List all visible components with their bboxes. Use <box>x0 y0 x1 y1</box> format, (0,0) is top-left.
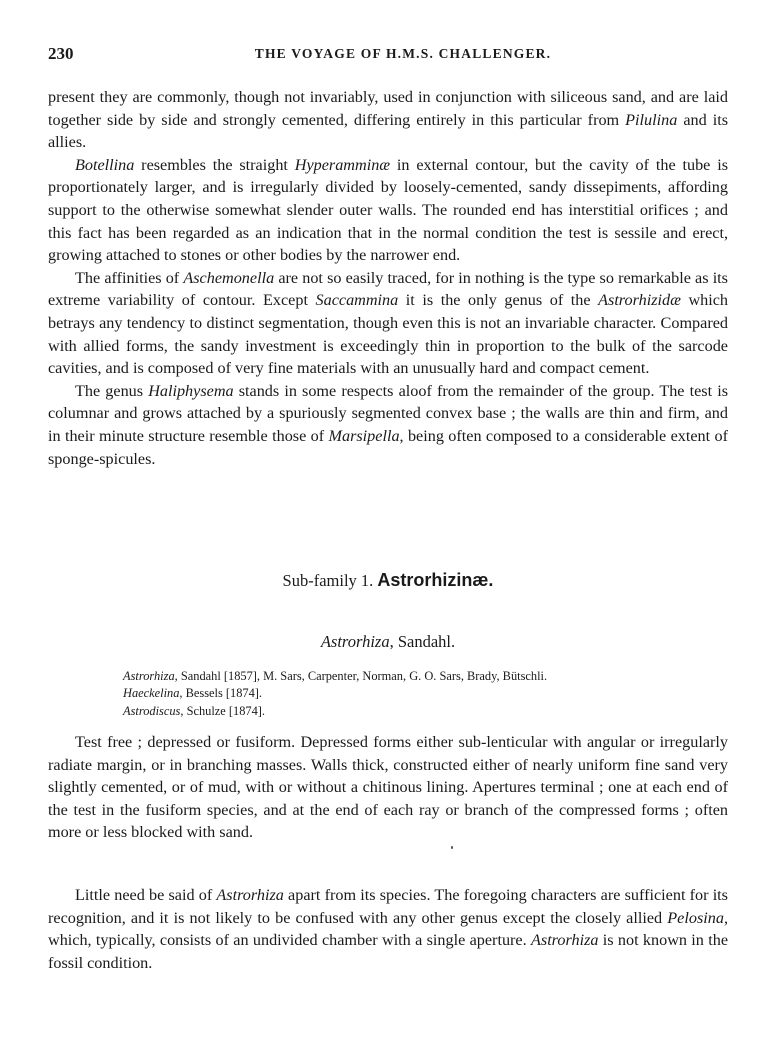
para3-text-3: it is the only genus of the <box>398 291 599 310</box>
synonym-citation: , Bessels [1874]. <box>179 686 263 701</box>
genus-author: , Sandahl. <box>389 632 456 651</box>
para2-text-1: resembles the straight <box>134 155 295 174</box>
para2-text-2: in external contour, but the cavity of the tube is proportionately larger, and is irregularly divided by loosely-cemented, sandy dissepiments, affording support to the otherwise somewhat slender outer walls. The rounded end has interstitial orifices ; and this fact has been regarded as an indication that in the normal condition the test is sessile and erect, growing attached to stones or other bodies by the narrower end. <box>48 155 728 265</box>
genus-name: Astrorhiza <box>320 632 390 651</box>
para6-text-3: , which, typically, consists of an undivided chamber with a single aperture. <box>48 908 728 950</box>
intro-text-block <box>48 86 728 470</box>
para6-genus-astrorhiza: Astrorhiza <box>216 886 284 904</box>
para4-text-2: stands in some respects aloof from the remainder of the group. The test is columnar and grows attached by a spuriously segmented convex base ; the walls are thin and firm, and in their minute structure resemble those of <box>48 381 729 445</box>
paragraph-aschemonella <box>48 267 728 380</box>
para6-text-4: is not known in the fossil condition. <box>48 931 728 972</box>
para3-text-4: which betrays any tendency to distinct segmentation, though even this is not an invariable character. Compared with allied forms, the sandy investment is exceedingly thin in proportion to the bulk of the sarcode cavities, and is composed of very fine materials with an unusually hard and compact cement. <box>48 291 729 378</box>
para1-text-end: and its allies. <box>48 110 729 152</box>
para1-text: present they are commonly, though not invariably, used in conjunction with siliceous sand, and are laid together side by side and strongly cemented, differing entirely in this particular from <box>48 88 728 129</box>
para4-text-1: The genus <box>75 381 149 400</box>
para2-genus-hyperamminae: Hyperamminæ <box>294 155 391 174</box>
para1-genus-pilulina: Pilulina <box>625 110 678 129</box>
paragraph-remarks <box>48 884 728 974</box>
synonymy-entry <box>123 668 723 685</box>
paragraph-continued <box>48 86 728 154</box>
running-head <box>48 44 728 68</box>
synonym-citation: , Schulze [1874]. <box>180 703 266 718</box>
genus-heading <box>48 632 728 652</box>
para3-text-1: The affinities of <box>75 268 184 287</box>
print-speck <box>451 846 453 849</box>
synonymy-list <box>123 668 723 720</box>
remarks-text-block <box>48 884 728 974</box>
para2-genus-botellina: Botellina <box>75 155 135 174</box>
para3-genus-aschemonella: Aschemonella <box>183 268 275 287</box>
subfamily-prefix: Sub-family 1. <box>282 571 378 590</box>
para6-text-1: Little need be said of <box>75 886 217 904</box>
page-number: 230 <box>48 44 74 63</box>
para4-genus-haliphysema: Haliphysema <box>148 381 234 400</box>
para4-genus-marsipella: Marsipella <box>328 426 400 445</box>
para3-genus-saccammina: Saccammina <box>315 291 399 310</box>
synonym-name: Astrorhiza <box>123 669 175 683</box>
synonymy-entry <box>123 703 723 720</box>
para6-text-2: apart from its species. The foregoing characters are sufficient for its recognition, and it is not likely to be confused with any other genus except the closely allied <box>48 886 728 927</box>
subfamily-name: Astrorhizinæ. <box>377 570 494 590</box>
para6-genus-pelosina: Pelosina <box>667 908 724 927</box>
synonym-name: Haeckelina <box>123 686 180 701</box>
synonymy-entry <box>123 685 723 702</box>
running-title: THE VOYAGE OF H.M.S. CHALLENGER. <box>254 46 552 61</box>
subfamily-heading <box>48 570 728 591</box>
para6-genus-astrorhiza-2: Astrorhiza <box>531 931 599 950</box>
synonym-citation: , Sandahl [1857], M. Sars, Carpenter, Norman, G. O. Sars, Brady, Bütschli. <box>174 669 548 683</box>
description-text-block <box>48 731 728 844</box>
para5-text: Test free ; depressed or fusiform. Depressed forms either sub-lenticular with angular or irregularly radiate margin, or in branching masses. Walls thick, constructed either of nearly uniform fine sand very slightly cemented, or of mud, with or without a chitinous lining. Apertures terminal ; one at each end of the test in the fusiform species, and at the end of each ray or branch of the compressed forms ; often more or less blocked with sand. <box>48 733 728 842</box>
para3-text-2: are not so easily traced, for in nothing is the type so remarkable as its extreme variability of contour. Except <box>48 268 728 310</box>
paragraph-haliphysema <box>48 380 728 470</box>
para3-family-astrorhizidae: Astrorhizidæ <box>598 291 681 310</box>
synonym-name: Astrodiscus <box>123 703 181 718</box>
para4-text-3: , being often composed to a considerable extent of sponge-spicules. <box>48 426 728 468</box>
paragraph-diagnosis <box>48 731 728 844</box>
paragraph-botellina <box>48 154 728 267</box>
